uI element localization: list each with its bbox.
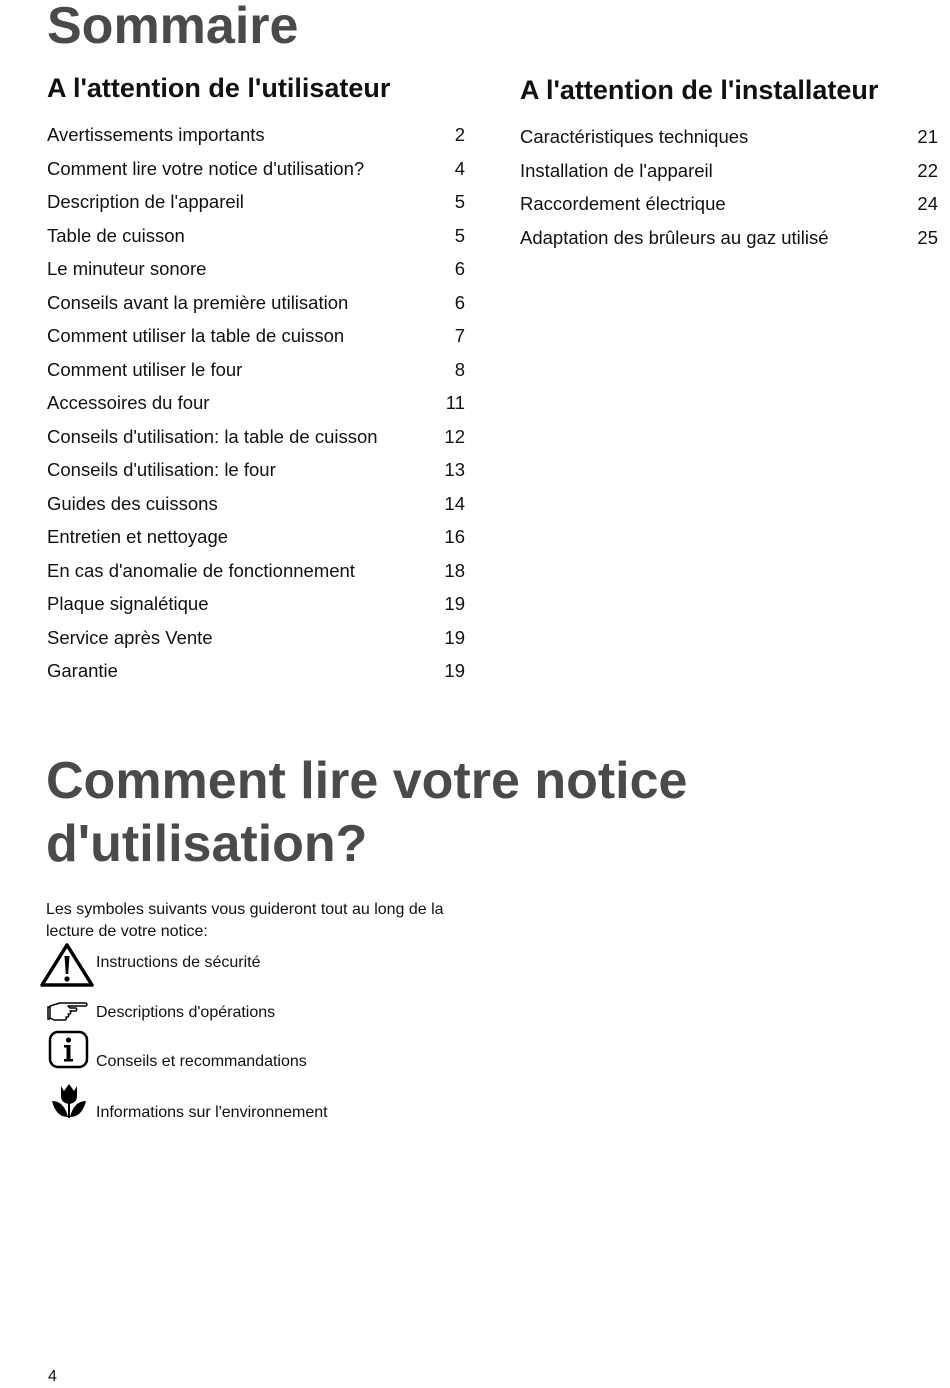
toc-entry [47, 520, 465, 554]
user-toc-heading: A l'attention de l'utilisateur [47, 73, 391, 103]
toc-entry [520, 187, 938, 221]
toc-entry [47, 118, 465, 152]
toc-entry-label: Entretien et nettoyage [47, 526, 229, 547]
toc-entry-page: 6 [454, 258, 465, 279]
legend-item-environment [40, 1082, 460, 1128]
toc-entry-label: Plaque signalétique [47, 593, 209, 614]
toc-entry-page: 4 [454, 157, 465, 179]
toc-entry-page: 14 [444, 492, 465, 514]
toc-entry [47, 487, 465, 521]
toc-entry [520, 154, 938, 188]
toc-entry-label: Conseils d'utilisation: le four [47, 459, 276, 480]
toc-entry-page: 18 [444, 559, 465, 581]
toc-entry-label: Avertissements importants [47, 124, 265, 145]
toc-entry-page: 5 [454, 224, 465, 246]
toc-entry [47, 252, 465, 286]
legend-item-advice [40, 1030, 460, 1076]
installer-toc-heading: A l'attention de l'installateur [520, 75, 879, 105]
toc-entry-label: Comment utiliser la table de cuisson [47, 325, 345, 346]
toc-entry-page: 19 [444, 626, 465, 648]
toc-entry-page: 19 [444, 593, 465, 614]
toc-entry-page: 2 [454, 124, 465, 145]
flower-leaf-icon [40, 1082, 94, 1128]
legend-item-safety [40, 942, 460, 988]
toc-entry [47, 219, 465, 253]
info-icon [40, 1030, 94, 1076]
toc-entry-page: 5 [454, 191, 465, 212]
toc-entry-label: Raccordement électrique [520, 193, 726, 214]
toc-entry [47, 654, 465, 688]
toc-entry-label: Comment lire votre notice d'utilisation? [47, 157, 365, 179]
toc-entry [47, 319, 465, 353]
toc-entry-label: En cas d'anomalie de fonctionnement [47, 559, 355, 581]
toc-entry [47, 554, 465, 588]
legend-label-operations: Descriptions d'opérations [96, 1004, 276, 1021]
toc-entry-label: Adaptation des brûleurs au gaz utilisé [520, 226, 829, 248]
toc-entry [47, 621, 465, 655]
toc-entry-page: 19 [444, 660, 465, 681]
toc-entry [47, 353, 465, 387]
installer-toc-list [520, 120, 938, 254]
page-title: Sommaire [47, 0, 299, 55]
toc-entry-label: Installation de l'appareil [520, 159, 713, 181]
notice-section-title [46, 750, 687, 876]
page-number: 4 [48, 1368, 57, 1385]
toc-entry-label: Table de cuisson [47, 224, 185, 246]
toc-entry-page: 6 [454, 291, 465, 313]
toc-entry-label: Description de l'appareil [47, 191, 244, 212]
user-toc-list [47, 118, 465, 688]
toc-entry-label: Service après Vente [47, 626, 213, 648]
toc-entry-label: Comment utiliser le four [47, 358, 243, 380]
user-toc-section [47, 70, 465, 688]
toc-entry [47, 185, 465, 219]
toc-entry [47, 453, 465, 487]
legend-label-environment: Informations sur l'environnement [96, 1104, 328, 1121]
toc-entry [47, 386, 465, 420]
toc-entry-page: 16 [444, 526, 465, 547]
toc-entry [47, 420, 465, 454]
toc-entry [47, 587, 465, 621]
toc-entry-label: Le minuteur sonore [47, 258, 207, 279]
toc-entry [520, 221, 938, 255]
toc-entry [47, 286, 465, 320]
toc-entry [47, 152, 465, 186]
notice-title-line-2: d'utilisation? [46, 815, 368, 873]
toc-entry-page: 22 [917, 159, 938, 181]
toc-entry-label: Conseils avant la première utilisation [47, 291, 349, 313]
toc-entry-page: 13 [444, 459, 465, 480]
toc-entry-label: Conseils d'utilisation: la table de cuisson [47, 425, 378, 447]
toc-entry-label: Accessoires du four [47, 392, 210, 413]
toc-entry [520, 120, 938, 154]
toc-entry-page: 12 [444, 425, 465, 447]
legend-label-safety: Instructions de sécurité [96, 954, 261, 971]
installer-toc-section [520, 72, 938, 254]
legend-label-advice: Conseils et recommandations [96, 1053, 307, 1070]
toc-entry-label: Garantie [47, 660, 118, 681]
warning-triangle-icon [40, 942, 94, 988]
toc-entry-page: 8 [454, 358, 465, 380]
toc-entry-label: Guides des cuissons [47, 492, 218, 514]
toc-entry-label: Caractéristiques techniques [520, 126, 749, 147]
notice-intro-text: Les symboles suivants vous guideront tout au long de la lecture de votre notice: [46, 901, 444, 940]
toc-entry-page: 25 [917, 226, 938, 248]
notice-title-line-1: Comment lire votre notice [46, 752, 688, 810]
toc-entry-page: 11 [445, 392, 465, 413]
toc-entry-page: 24 [917, 193, 938, 214]
toc-entry-page: 7 [454, 325, 465, 346]
toc-entry-page: 21 [917, 126, 938, 147]
